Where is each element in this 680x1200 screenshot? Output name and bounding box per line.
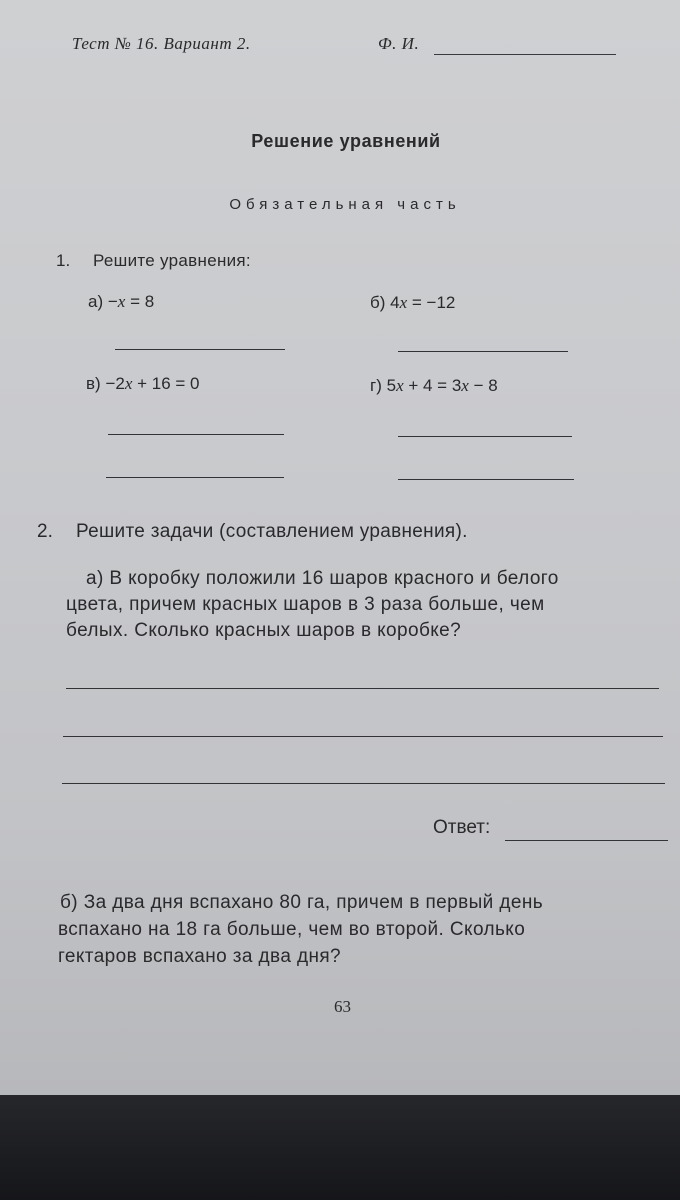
equation-g-var2: x [461, 376, 469, 395]
task2-instruction: Решите задачи (составлением уравнения). [76, 521, 468, 542]
problem-a-line-3: белых. Сколько красных шаров в коробке? [66, 620, 462, 641]
equation-g-post: − 8 [468, 376, 498, 395]
answer-field[interactable] [505, 840, 668, 841]
equation-a [88, 292, 154, 312]
answer-line-g-2[interactable] [398, 479, 574, 480]
equation-b-pre: 4 [390, 293, 400, 312]
answer-line-a[interactable] [115, 349, 285, 350]
equation-a-post: = 8 [125, 292, 155, 311]
background-surface [0, 1095, 680, 1200]
equation-v [86, 374, 200, 394]
student-name-field[interactable] [434, 54, 616, 55]
test-variant-label: Тест № 16. Вариант 2. [72, 34, 251, 53]
task1-number: 1. [56, 251, 71, 270]
task2-number: 2. [37, 521, 53, 542]
problem-b-line-2: вспахано на 18 га больше, чем во второй. Сколько [58, 919, 526, 940]
page-title: Решение уравнений [251, 131, 441, 151]
equation-g-var: x [396, 376, 404, 395]
equation-g [370, 376, 498, 396]
equation-b-post: = −12 [407, 293, 456, 312]
equation-v-var: x [124, 374, 133, 393]
task1-instruction: Решите уравнения: [93, 251, 251, 270]
solution-line-1[interactable] [66, 688, 659, 689]
solution-line-2[interactable] [63, 736, 663, 737]
equation-b [370, 293, 455, 313]
equation-g-pre: 5 [386, 376, 397, 395]
page-number: 63 [334, 997, 351, 1016]
answer-line-v-2[interactable] [106, 477, 284, 478]
equation-v-label: в) [86, 374, 101, 393]
equation-a-label: а) [88, 292, 104, 311]
answer-line-v-1[interactable] [108, 434, 284, 435]
answer-line-g-1[interactable] [398, 436, 572, 437]
equation-b-var: x [399, 293, 408, 312]
solution-line-3[interactable] [62, 783, 665, 784]
section-subtitle: Обязательная часть [229, 196, 461, 213]
problem-a-line-2: цвета, причем красных шаров в 3 раза больше, чем [66, 594, 545, 615]
equation-a-pre: − [107, 292, 118, 311]
problem-b-line-1: б) За два дня вспахано 80 га, причем в первый день [60, 892, 544, 913]
equation-v-pre: −2 [105, 374, 125, 393]
problem-b-line-3: гектаров вспахано за два дня? [58, 946, 341, 967]
problem-a-line-1: а) В коробку положили 16 шаров красного и белого [86, 568, 559, 589]
answer-line-b[interactable] [398, 351, 568, 352]
equation-g-label: г) [370, 376, 382, 395]
equation-b-label: б) [370, 293, 386, 312]
equation-a-var: x [117, 292, 126, 311]
student-name-label: Ф. И. [378, 34, 420, 53]
equation-v-post: + 16 = 0 [132, 374, 200, 393]
equation-g-mid: + 4 = 3 [403, 376, 462, 395]
answer-label: Ответ: [433, 817, 491, 838]
